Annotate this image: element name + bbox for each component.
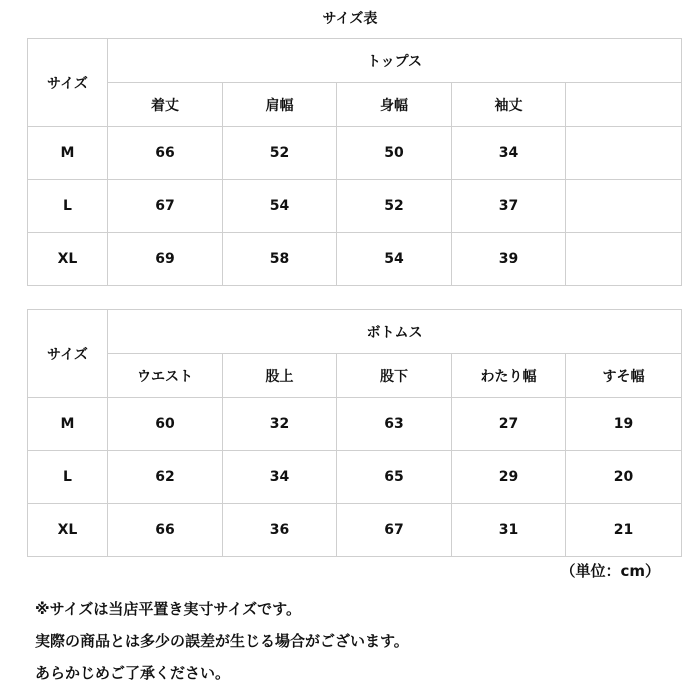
value-cell (566, 233, 682, 286)
size-label-cell: L (28, 180, 108, 233)
table-row (28, 451, 682, 504)
column-header: ウエスト (108, 354, 223, 398)
value-cell: 66 (108, 504, 223, 557)
value-cell: 19 (566, 398, 682, 451)
size-label-cell: M (28, 398, 108, 451)
column-header: 股上 (223, 354, 337, 398)
group-header-cell: ボトムス (108, 310, 682, 354)
value-cell: 32 (223, 398, 337, 451)
column-header: 袖丈 (452, 83, 566, 127)
value-cell: 69 (108, 233, 223, 286)
value-cell: 52 (337, 180, 452, 233)
table-row (28, 398, 682, 451)
size-label-cell: XL (28, 233, 108, 286)
column-header: 身幅 (337, 83, 452, 127)
value-cell (566, 180, 682, 233)
value-cell: 67 (337, 504, 452, 557)
column-header: 肩幅 (223, 83, 337, 127)
note-line: 実際の商品とは多少の誤差が生じる場合がございます。 (35, 632, 409, 650)
value-cell: 65 (337, 451, 452, 504)
column-header (566, 83, 682, 127)
column-header: 着丈 (108, 83, 223, 127)
tops-size-table (27, 38, 682, 286)
value-cell: 67 (108, 180, 223, 233)
value-cell: 39 (452, 233, 566, 286)
value-cell: 54 (223, 180, 337, 233)
value-cell: 36 (223, 504, 337, 557)
size-label-cell: M (28, 127, 108, 180)
value-cell: 20 (566, 451, 682, 504)
value-cell: 60 (108, 398, 223, 451)
page-title: サイズ表 (322, 11, 378, 27)
value-cell: 34 (223, 451, 337, 504)
value-cell: 37 (452, 180, 566, 233)
value-cell: 63 (337, 398, 452, 451)
notes-block (35, 593, 409, 689)
size-label-cell: XL (28, 504, 108, 557)
value-cell: 34 (452, 127, 566, 180)
table-row (28, 504, 682, 557)
value-cell: 27 (452, 398, 566, 451)
size-header-cell: サイズ (28, 39, 108, 127)
value-cell: 58 (223, 233, 337, 286)
group-header-cell: トップス (108, 39, 682, 83)
column-header: わたり幅 (452, 354, 566, 398)
value-cell: 50 (337, 127, 452, 180)
value-cell: 29 (452, 451, 566, 504)
table-row (28, 180, 682, 233)
column-header: すそ幅 (566, 354, 682, 398)
value-cell: 52 (223, 127, 337, 180)
note-line: ※サイズは当店平置き実寸サイズです。 (35, 600, 301, 618)
note-line: あらかじめご了承ください。 (35, 664, 231, 682)
table-row (28, 233, 682, 286)
value-cell: 31 (452, 504, 566, 557)
size-label-cell: L (28, 451, 108, 504)
value-cell: 66 (108, 127, 223, 180)
value-cell: 21 (566, 504, 682, 557)
table-row (28, 127, 682, 180)
unit-label: （単位：cm） (560, 562, 660, 580)
column-header: 股下 (337, 354, 452, 398)
bottoms-size-table (27, 309, 682, 557)
value-cell: 54 (337, 233, 452, 286)
value-cell: 62 (108, 451, 223, 504)
value-cell (566, 127, 682, 180)
size-header-cell: サイズ (28, 310, 108, 398)
